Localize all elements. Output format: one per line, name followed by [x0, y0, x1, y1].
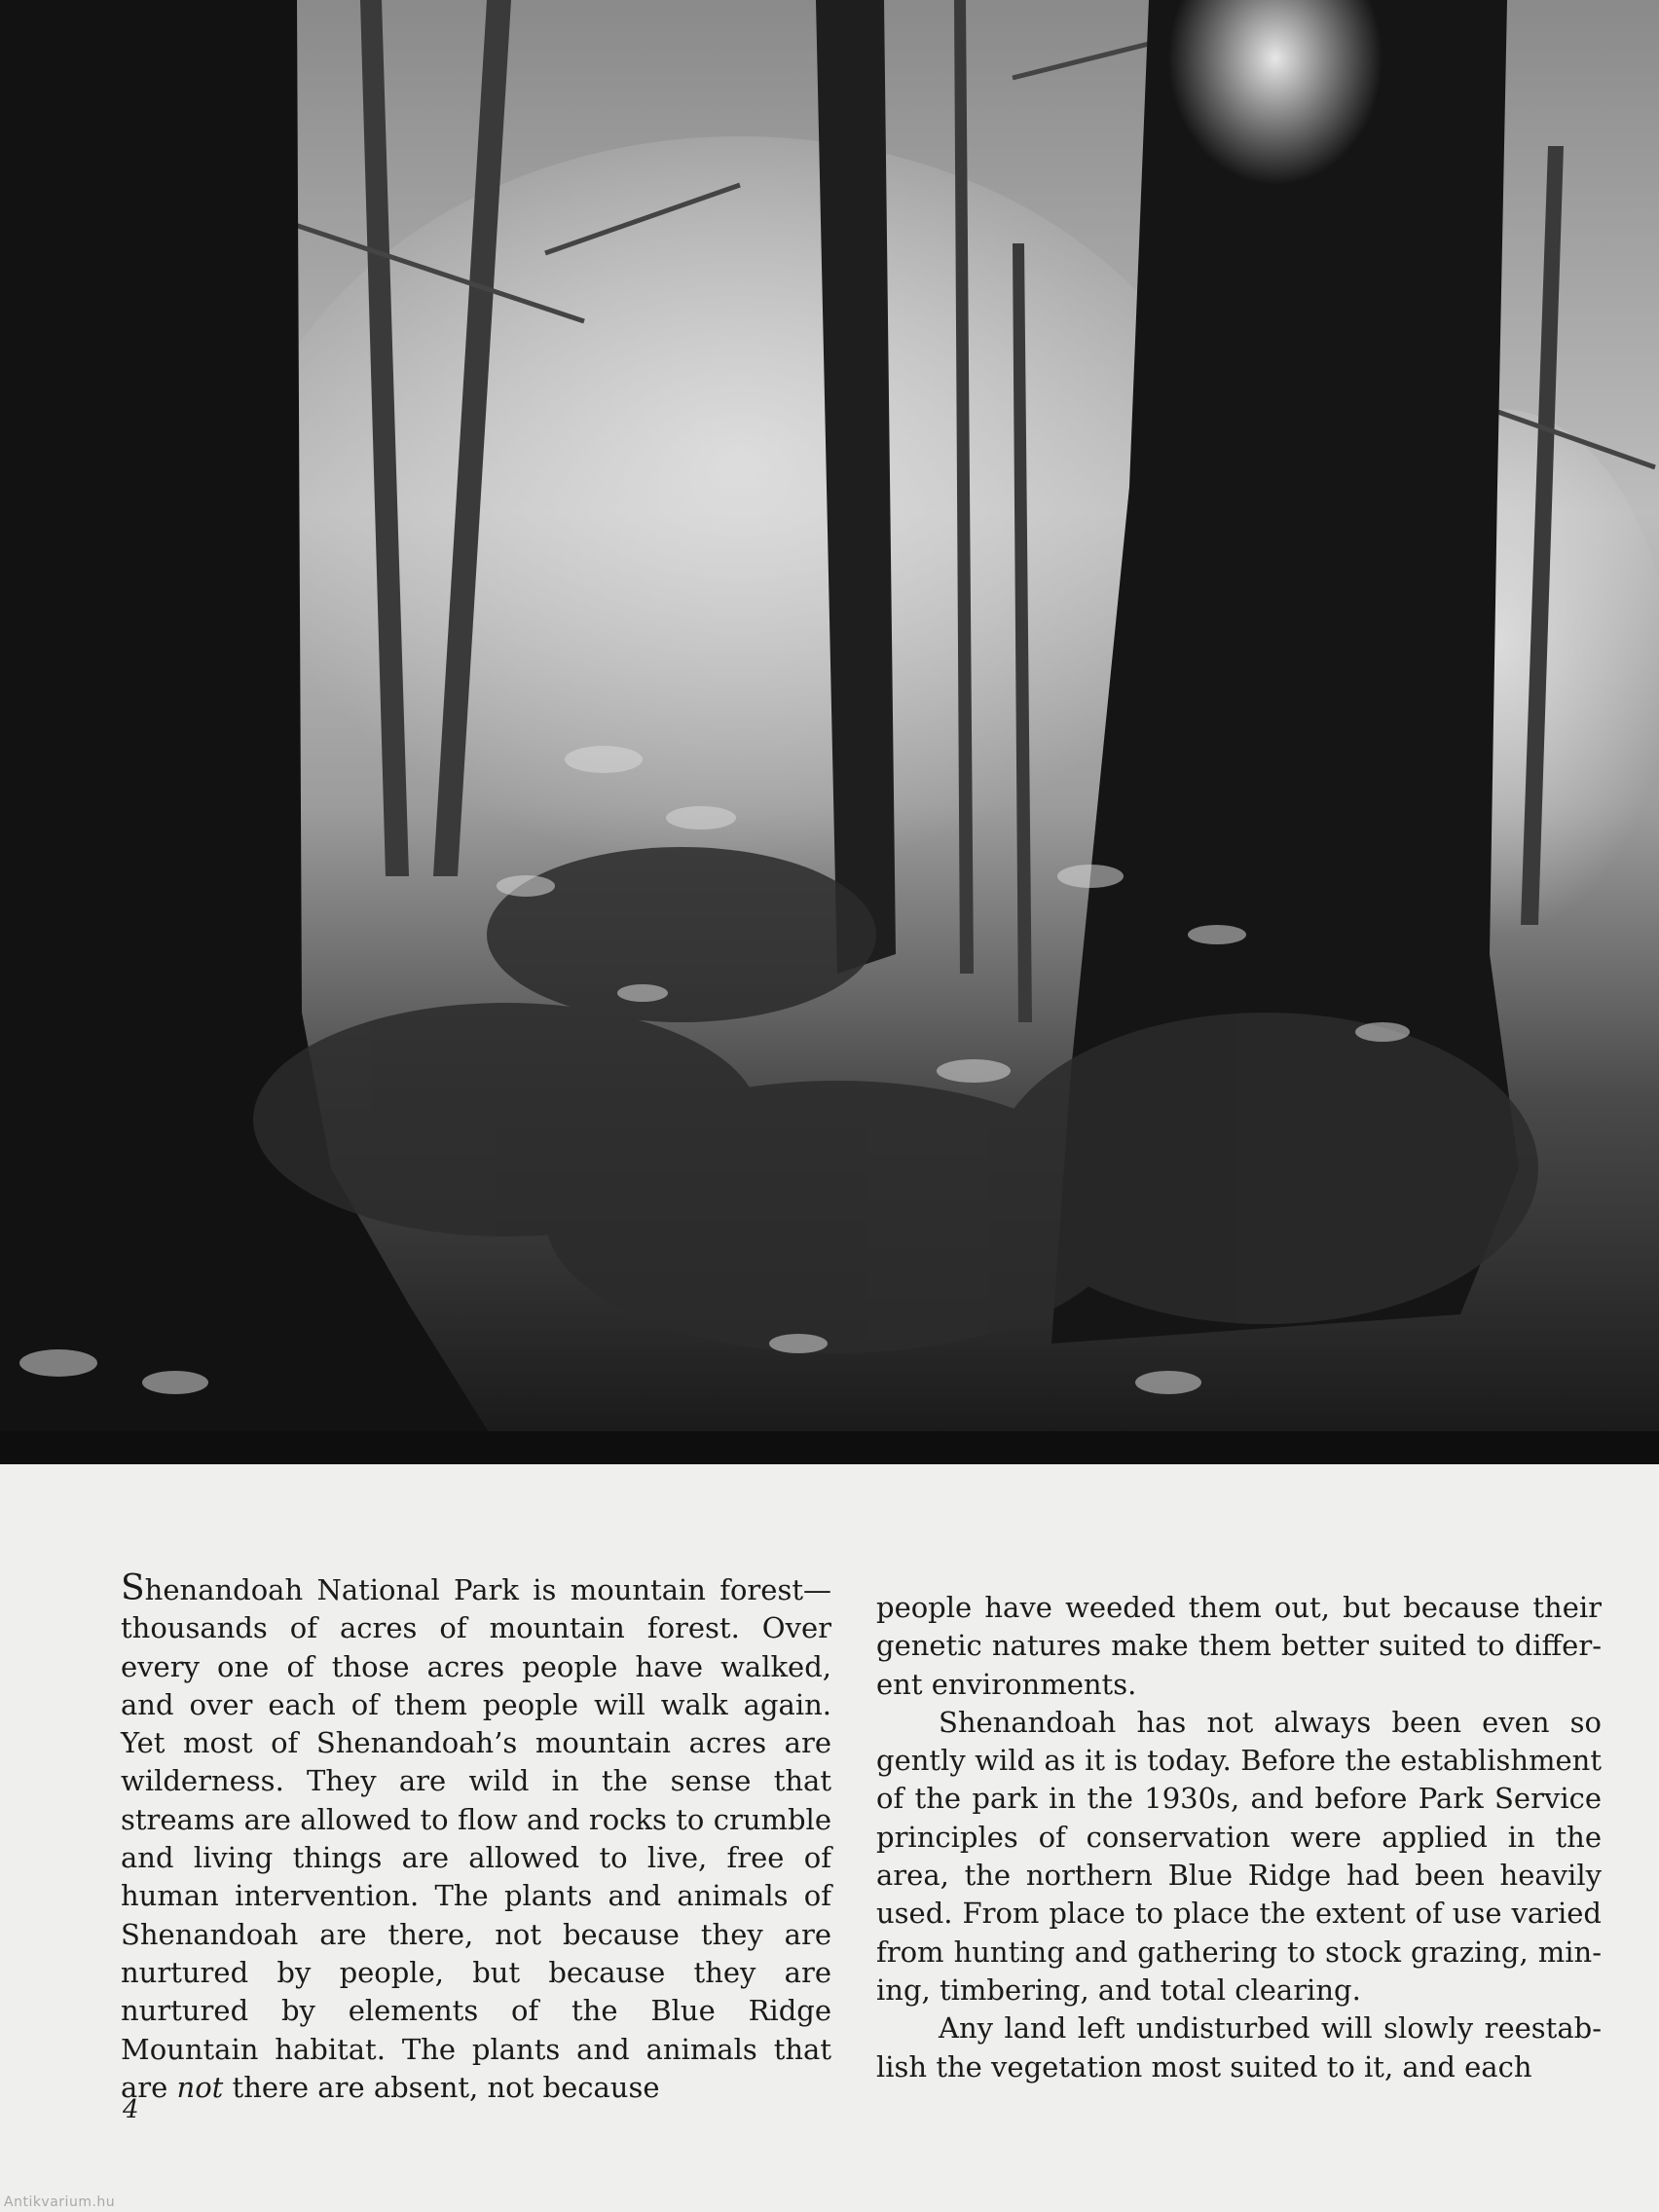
- paragraph-text: there are absent, not because: [223, 2070, 660, 2104]
- drop-cap: S: [121, 1568, 145, 1608]
- paragraph: Shenandoah has not always been even so gently wild as it is today. Before the establishment of the park in the 1930s, and before Park Service principles of conservation were applied in the area, the northern Blue Ridge had been heavily used. From place to place the extent of use varied from hunting and gathering to stock grazing, mining, timbering, and total clearing.: [876, 1705, 1602, 2007]
- text-column-left: [121, 1569, 831, 2107]
- emphasis-text: not: [176, 2070, 224, 2104]
- text-column-right: [876, 1589, 1602, 2086]
- paragraph: people have weeded them out, but because their genetic natures make them better suited to different environments.: [876, 1591, 1602, 1701]
- page-number: 4: [123, 2095, 139, 2124]
- paragraph: Any land left undisturbed will slowly reestablish the vegetation most suited to it, and each: [876, 2011, 1602, 2083]
- watermark: Antikvarium.hu: [4, 2194, 116, 2210]
- paragraph: [121, 1569, 831, 2107]
- paragraph-text: henandoah National Park is mountain forest—thousands of acres of mountain forest. Over every one of those acres people have walked, and over each of them people will walk again. Yet most of Shenandoah’s mountain acres are wilderness. They are wild in the sense that streams are allowed to flow and rocks to crumble and living things are allowed to live, free of human intervention. The plants and animals of Shenandoah are there, not because they are nurtured by people, but because they are nurtured by elements of the Blue Ridge Mountain habitat. The plants and animals that are: [121, 1573, 831, 2104]
